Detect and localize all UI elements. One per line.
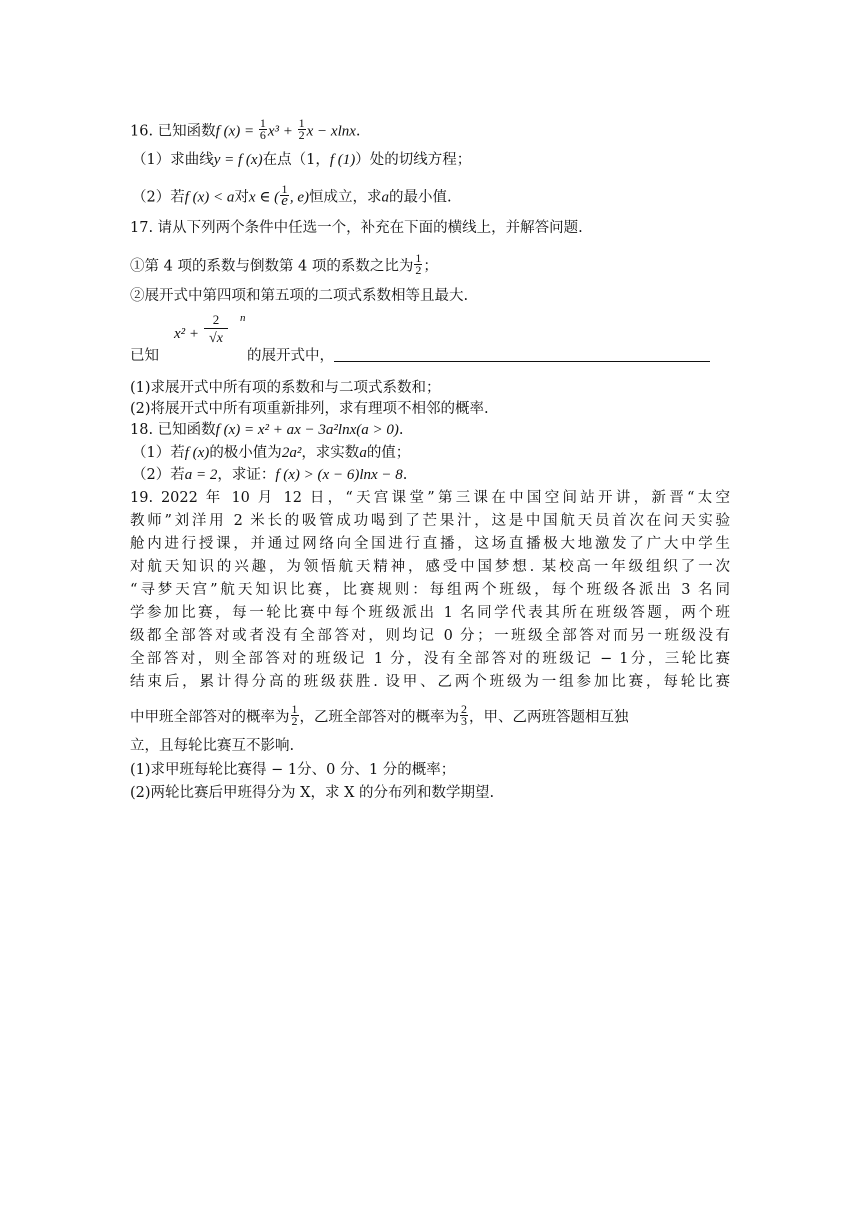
fraction: $\frac{1}{6}$: [259, 116, 266, 142]
q17-sub1: (1)求展开式中所有项的系数和与二项式系数和；: [130, 380, 441, 396]
q18-stem: 18. 已知函数f (x) = x² + ax − 3a²lnx(a > 0).: [130, 422, 404, 438]
fraction: $\frac{1}{2}$: [291, 702, 298, 728]
q19-line-1: 19. 2022 年 10 月 12 日，“天宫课堂”第三课在中国空间站开讲，新晋“太空: [130, 490, 730, 506]
q17-stem: 17. 请从下列两个条件中任选一个，补充在下面的横线上，并解答问题.: [130, 220, 583, 236]
q19-sub2: (2)两轮比赛后甲班得分为 X，求 X 的分布列和数学期望.: [130, 785, 495, 801]
q19-line-11: 立，且每轮比赛互不影响.: [130, 738, 295, 754]
q19-line-3: 舱内进行授课，并通过网络向全国进行直播，这场直播极大地激发了广大中学生: [130, 536, 730, 552]
q19-line-2: 教师”刘洋用 2 米长的吸管成功喝到了芒果汁，这是中国航天员首次在问天实验: [130, 513, 730, 529]
fraction: $\frac{1}{e}$: [281, 182, 288, 209]
q19-line-8: 全部答对，则全部答对的班级记 1 分，没有全部答对的班级记 − 1分，三轮比赛: [130, 651, 730, 667]
q17-condition-2: ②展开式中第四项和第五项的二项式系数相等且最大.: [130, 288, 469, 304]
q19-line-5: “寻梦天宫”航天知识比赛，比赛规则：每组两个班级，每个班级各派出 3 名同: [130, 582, 730, 598]
q17-given: 已知 的展开式中，: [130, 346, 730, 366]
q16-part2: （2）若f (x) < a对x ∈ ( $\frac{1}{e}$ , e)恒成立，求a的最小值.: [132, 182, 452, 209]
fraction: $\frac{2}{3}$: [461, 702, 467, 728]
q19-line-9: 结束后，累计得分高的班级获胜. 设甲、乙两个班级为一组参加比赛，每轮比赛: [130, 674, 730, 690]
answer-blank[interactable]: [334, 347, 710, 362]
q18-part2: （2）若a = 2，求证：f (x) > (x − 6)lnx − 8.: [132, 467, 408, 483]
q19-line-4: 对航天知识的兴趣，为领悟航天精神，感受中国梦想. 某校高一年级组织了一次: [130, 559, 730, 575]
binomial-expression: x² + 2 √x n: [174, 312, 246, 346]
q19-sub1: (1)求甲班每轮比赛得 − 1分、0 分、1 分的概率；: [130, 762, 456, 778]
fraction: $\frac{1}{2}$: [415, 251, 422, 277]
q17-condition-1: ①第 4 项的系数与倒数第 4 项的系数之比为 $\frac{1}{2}$ ；: [130, 251, 438, 277]
q19-line-7: 级都全部答对或者没有全部答对，则均记 0 分；一班级全部答对而另一班级没有: [130, 628, 730, 644]
q19-line-6: 学参加比赛，每一轮比赛中每个班级派出 1 名同学代表其所在班级答题，两个班: [130, 605, 730, 621]
q18-part1: （1）若f (x)的极小值为2a²，求实数a的值；: [132, 445, 411, 461]
q16-part1: （1）求曲线y = f (x)在点（1，f (1)）处的切线方程；: [132, 152, 472, 168]
q17-sub2: (2)将展开式中所有项重新排列，求有理项不相邻的概率.: [130, 401, 489, 417]
fraction: $\frac{1}{2}$: [298, 116, 305, 142]
q16-stem: 16. 已知函数f (x) = $\frac{1}{6}$ x³ + $\frac{1}{2}$ x − xlnx.: [130, 116, 361, 142]
q19-line-10: 中甲班全部答对的概率为 $\frac{1}{2}$ ，乙班全部答对的概率为 $\frac{2}{3}$ ，甲、乙两班答题相互独: [130, 702, 629, 728]
